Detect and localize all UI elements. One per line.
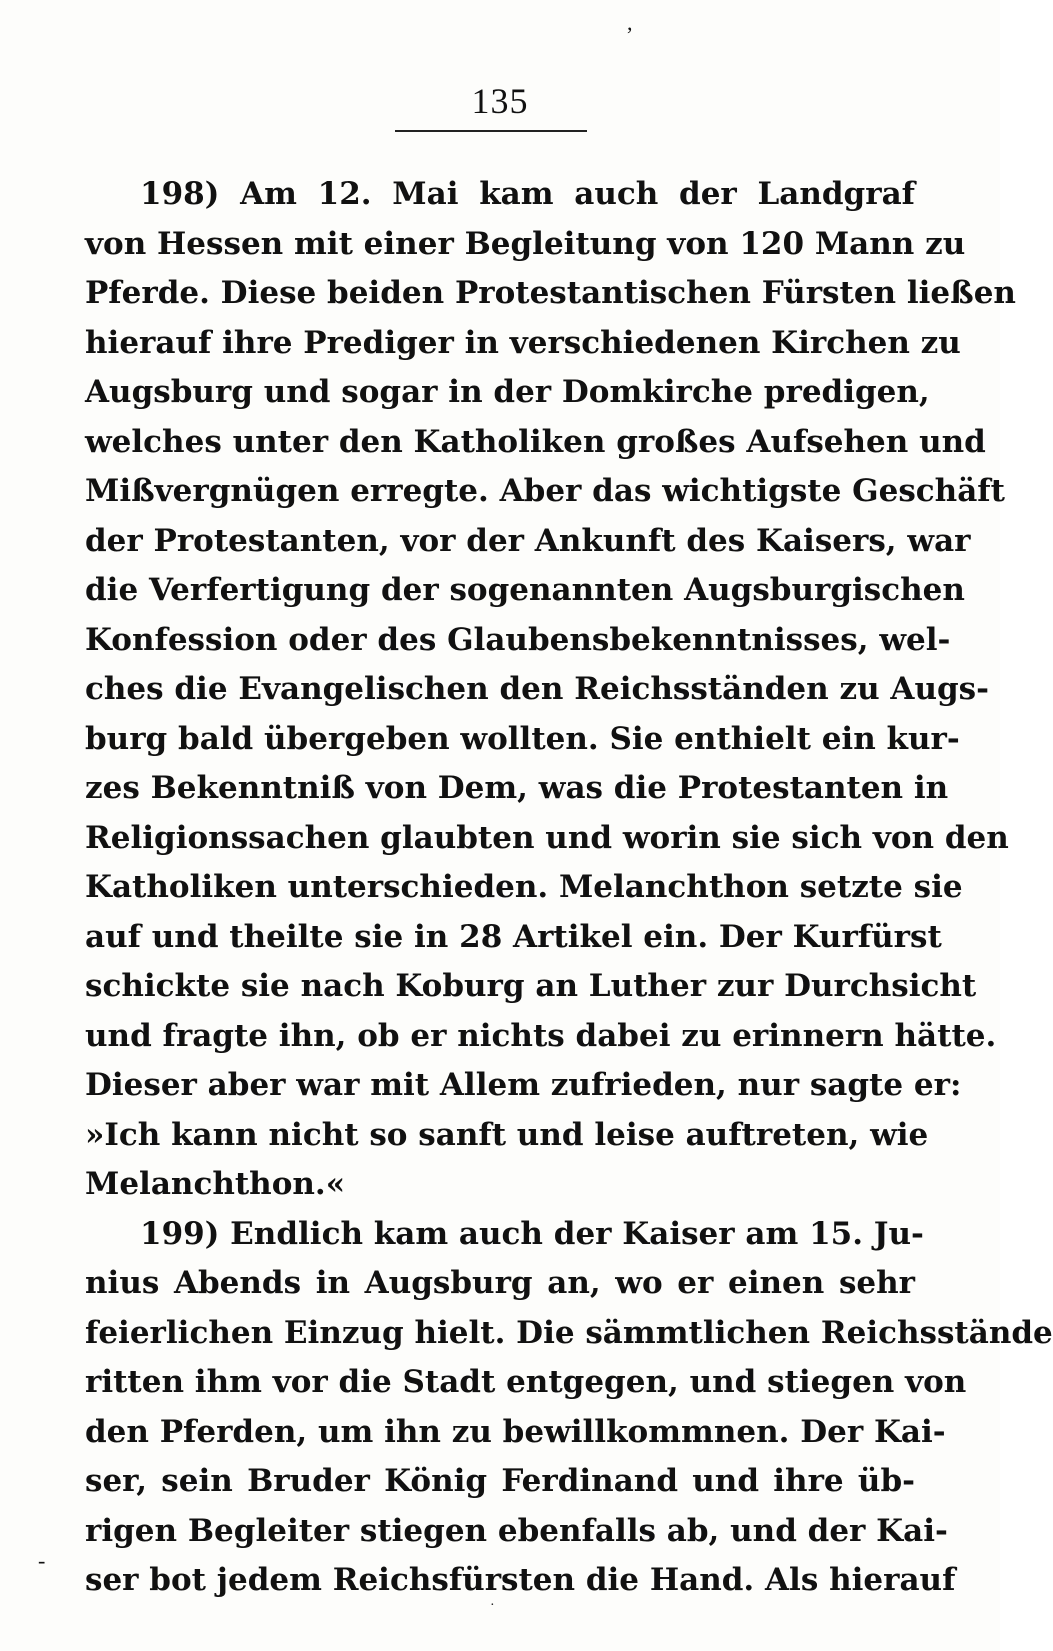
text-line: rigen Begleiter stiegen ebenfalls ab, und der Kai-	[85, 1512, 948, 1549]
text-line: 199) Endlich kam auch der Kaiser am 15. Ju-	[140, 1215, 924, 1252]
text-line: Pferde. Diese beiden Protestantischen Fürsten ließen	[85, 275, 1016, 311]
text-line: ser, sein Bruder König Ferdinand und ihre üb-	[85, 1463, 915, 1499]
paragraph-199	[85, 1210, 1053, 1606]
text-line: und fragte ihn, ob er nichts dabei zu erinnern hätte.	[85, 1017, 997, 1054]
text-line: auf und theilte sie in 28 Artikel ein. Der Kurfürst	[85, 918, 942, 955]
text-line: nius Abends in Augsburg an, wo er einen sehr	[85, 1265, 915, 1301]
text-line: Melanchthon.«	[85, 1166, 346, 1202]
text-line: hierauf ihre Prediger in verschiedenen Kirchen zu	[85, 324, 961, 361]
body-text	[85, 170, 1053, 1606]
text-line: »Ich kann nicht so sanft und leise auftreten, wie	[85, 1116, 929, 1153]
margin-mark: -	[38, 1548, 46, 1573]
text-line: zes Bekenntniß von Dem, was die Protestanten in	[85, 770, 949, 806]
text-line: burg bald übergeben wollten. Sie enthielt ein kur-	[85, 720, 960, 757]
text-line: Konfession oder des Glaubensbekenntnisses, wel-	[85, 621, 951, 658]
text-line: Dieser aber war mit Allem zufrieden, nur sagte er:	[85, 1067, 962, 1103]
text-line: von Hessen mit einer Begleitung von 120 Mann zu	[85, 225, 966, 262]
paragraph-198	[85, 170, 1016, 1210]
text-line: ritten ihm vor die Stadt entgegen, und stiegen von	[85, 1364, 967, 1400]
text-line: Mißvergnügen erregte. Aber das wichtigste Geschäft	[85, 473, 1005, 509]
text-line: 198) Am 12. Mai kam auch der Landgraf	[140, 176, 915, 212]
bottom-mark: ·	[490, 1598, 495, 1613]
text-line: Katholiken unterschieden. Melanchthon setzte sie	[85, 869, 963, 905]
text-line: schickte sie nach Koburg an Luther zur Durchsicht	[85, 968, 977, 1004]
text-line: ches die Evangelischen den Reichsständen zu Augs-	[85, 671, 989, 707]
text-line: die Verfertigung der sogenannten Augsburgischen	[85, 572, 965, 608]
text-line: welches unter den Katholiken großes Aufsehen und	[85, 423, 986, 460]
text-line: Religionssachen glaubten und worin sie sich von den	[85, 819, 1009, 856]
header-rule	[395, 130, 587, 132]
text-line: Augsburg und sogar in der Domkirche predigen,	[85, 374, 930, 410]
text-line: der Protestanten, vor der Ankunft des Kaisers, war	[85, 522, 971, 559]
page-number: 135	[471, 81, 529, 121]
text-line: ser bot jedem Reichsfürsten die Hand. Als hierauf	[85, 1562, 956, 1598]
top-mark: ,	[627, 10, 633, 35]
text-line: feierlichen Einzug hielt. Die sämmtlichen Reichsstände	[85, 1314, 1053, 1351]
text-line: den Pferden, um ihn zu bewillkommnen. Der Kai-	[85, 1413, 946, 1450]
